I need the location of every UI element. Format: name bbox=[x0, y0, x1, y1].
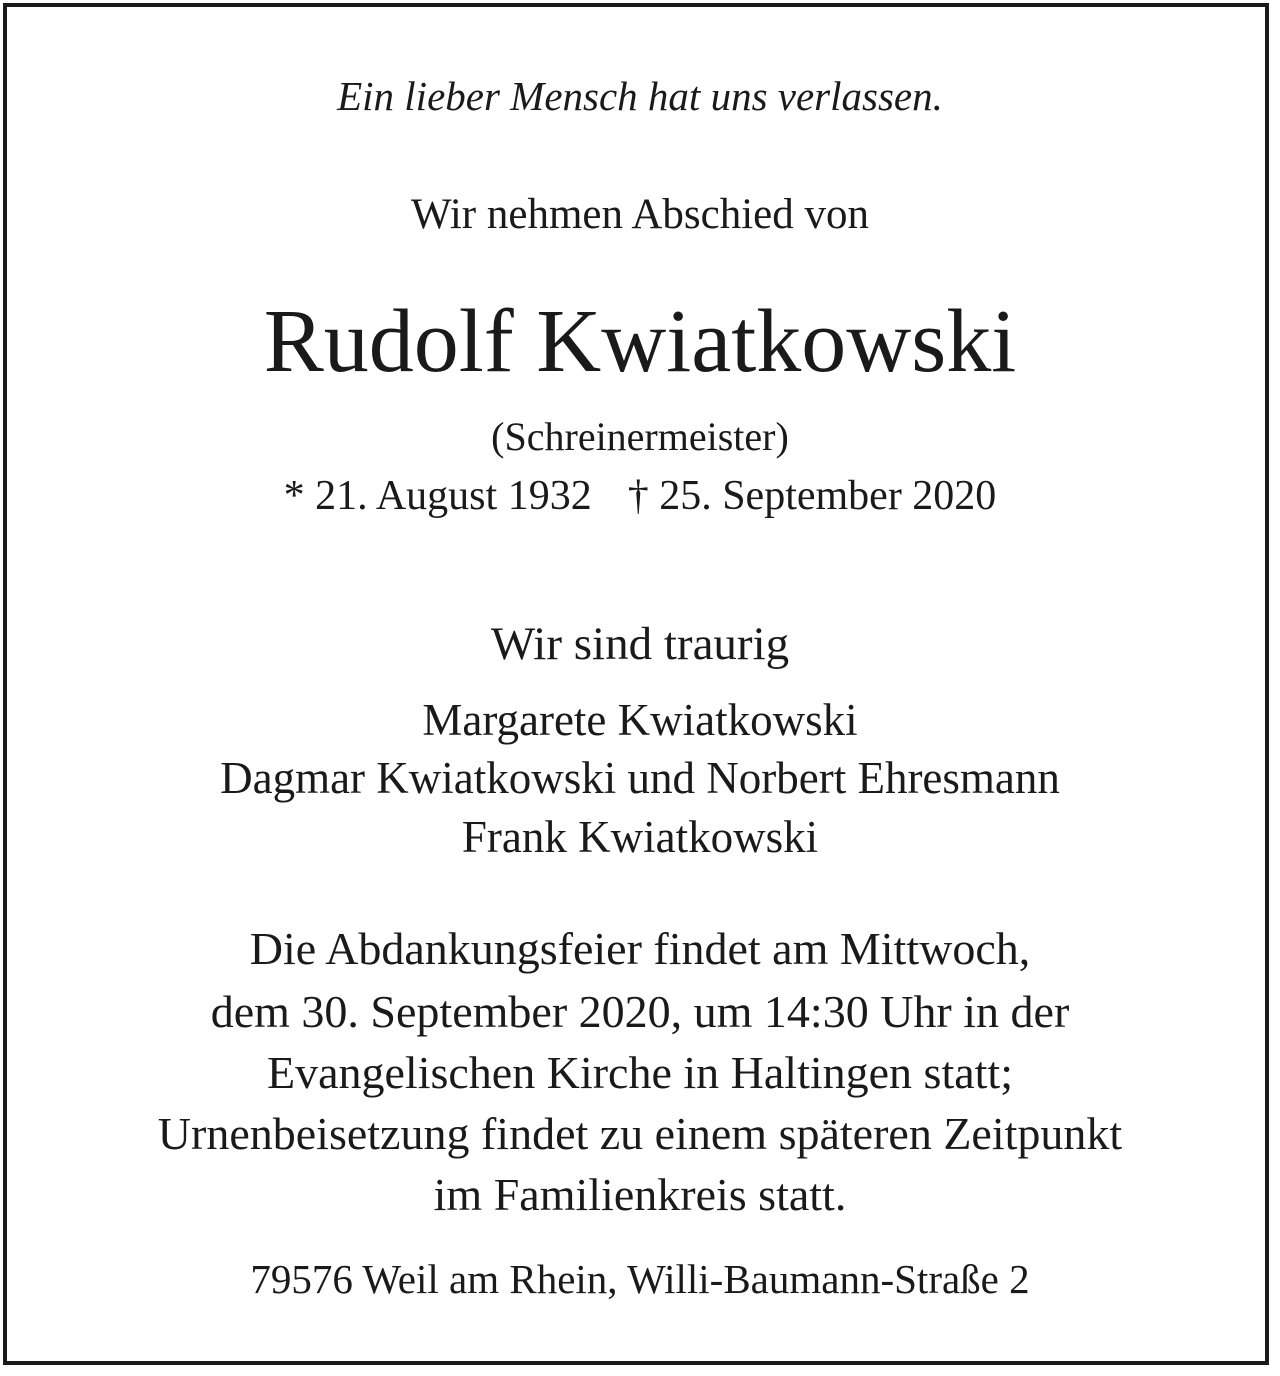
birth-date: * 21. August 1932 bbox=[283, 473, 592, 519]
motto: Ein lieber Mensch hat uns verlassen. bbox=[337, 73, 943, 119]
profession: (Schreinermeister) bbox=[491, 414, 789, 459]
deceased-name: Rudolf Kwiatkowski bbox=[263, 292, 1017, 391]
life-dates bbox=[0, 472, 1280, 520]
death-date: † 25. September 2020 bbox=[627, 473, 997, 519]
mourner-name: Frank Kwiatkowski bbox=[461, 812, 819, 862]
ceremony-line: Die Abdankungsfeier findet am Mittwoch, bbox=[249, 923, 1031, 974]
mourning-intro: Wir sind traurig bbox=[490, 618, 790, 670]
mourner-name: Dagmar Kwiatkowski und Norbert Ehresmann bbox=[220, 753, 1060, 803]
ceremony-line: dem 30. September 2020, um 14:30 Uhr in der bbox=[210, 986, 1070, 1037]
farewell-intro: Wir nehmen Abschied von bbox=[410, 191, 870, 238]
mourner-name: Margarete Kwiatkowski bbox=[422, 695, 858, 745]
ceremony-line: im Familienkreis statt. bbox=[433, 1169, 847, 1220]
family-address: 79576 Weil am Rhein, Willi-Baumann-Straße 2 bbox=[250, 1256, 1030, 1302]
ceremony-line: Urnenbeisetzung findet zu einem späteren Zeitpunkt bbox=[157, 1108, 1123, 1159]
ceremony-line: Evangelischen Kirche in Haltingen statt; bbox=[267, 1047, 1013, 1098]
